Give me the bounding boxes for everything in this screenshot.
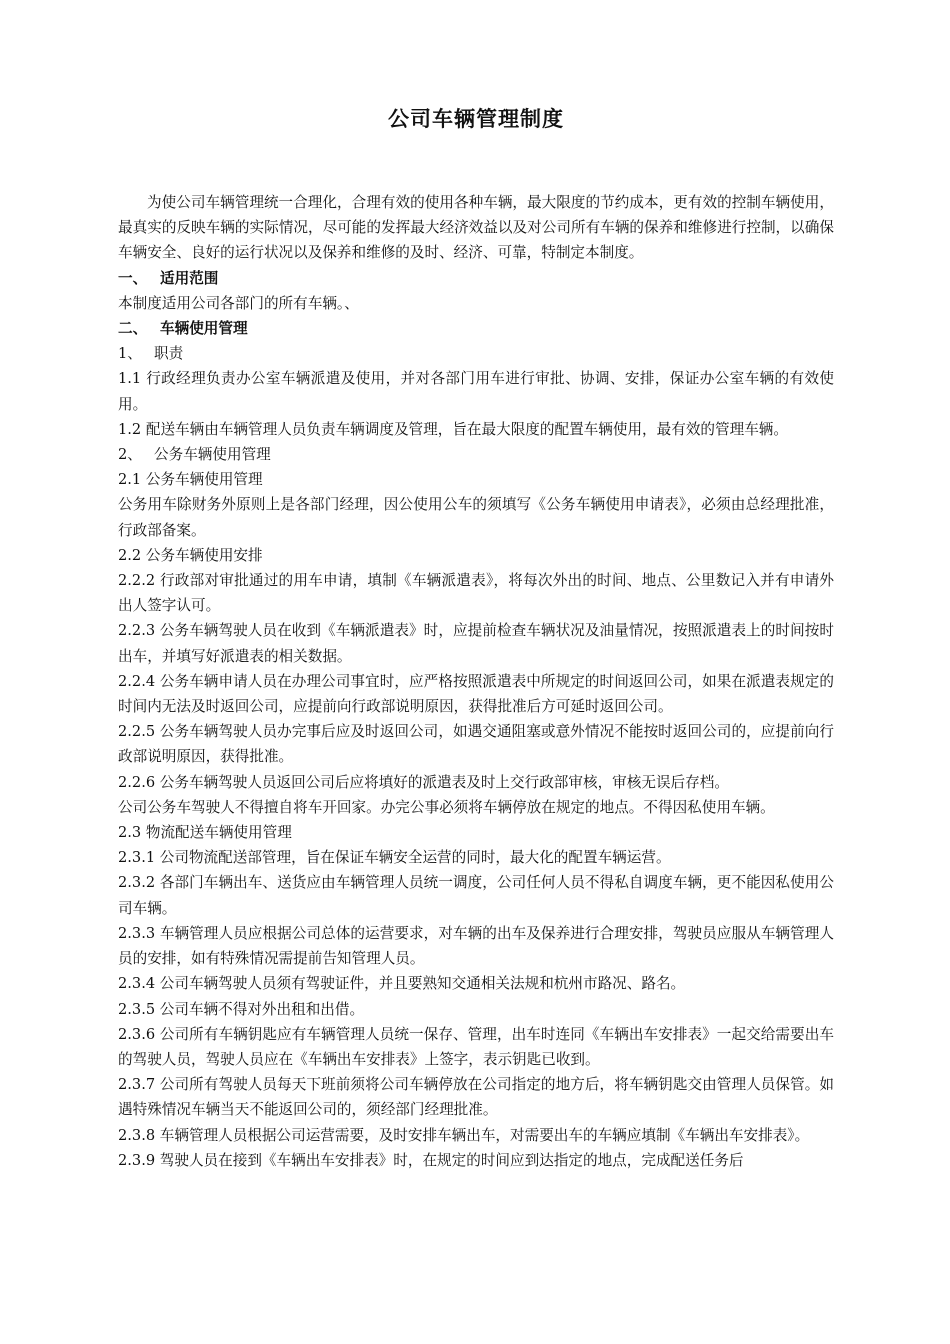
section-number: 一、: [118, 269, 148, 287]
subsection-heading-official-vehicles: [118, 442, 834, 467]
subsection-heading-duties: [118, 341, 834, 366]
clause-1-2: 1.2 配送车辆由车辆管理人员负责车辆调度及管理，旨在最大限度的配置车辆使用，最有效的管理车辆。: [118, 420, 788, 438]
clause-2-3-9: 2.3.9 驾驶人员在接到《车辆出车安排表》时，在规定的时间应到达指定的地点，完成配送任务后: [118, 1151, 744, 1169]
clause-2-1-title: 2.1 公务车辆使用管理: [118, 471, 263, 489]
document-page: [118, 104, 834, 1173]
section-title: 适用范围: [160, 269, 219, 287]
clause-2-3-4: 2.3.4 公司车辆驾驶人员须有驾驶证件，并且要熟知交通相关法规和杭州市路况、路名。: [118, 975, 686, 993]
section-title: 车辆使用管理: [160, 320, 248, 338]
clause-1-1: 1.1 行政经理负责办公室车辆派遣及使用，并对各部门用车进行审批、协调、安排，保证办公室车辆的有效使用。: [118, 370, 834, 413]
clause-2-2-3: 2.2.3 公务车辆驾驶人员在收到《车辆派遣表》时，应提前检查车辆状况及油量情况，按照派遣表上的时间按时出车，并填写好派遣表的相关数据。: [118, 622, 834, 665]
clause-2-2-4: 2.2.4 公务车辆申请人员在办理公司事宜时，应严格按照派遣表中所规定的时间返回公司，如果在派遣表规定的时间内无法及时返回公司，应提前向行政部说明原因，获得批准后方可延时返回公司。: [118, 672, 834, 716]
clause-2-2-title: 2.2 公务车辆使用安排: [118, 546, 263, 564]
intro-paragraph: 为使公司车辆管理统一合理化，合理有效的使用各种车辆，最大限度的节约成本，更有效的控制车辆使用，最真实的反映车辆的实际情况，尽可能的发挥最大经济效益以及对公司所有车辆的保养和维修进行控制，以确保车辆安全、良好的运行状况以及保养和维修的及时、经济、可靠，特制定本制度。: [118, 194, 834, 262]
section-heading-vehicle-use: [118, 316, 834, 341]
scope-text: 本制度适用公司各部门的所有车辆。、: [118, 294, 359, 312]
clause-2-3-8: 2.3.8 车辆管理人员根据公司运营需要，及时安排车辆出车，对需要出车的车辆应填制《车辆出车安排表》。: [118, 1126, 810, 1144]
clause-2-3-5: 2.3.5 公司车辆不得对外出租和出借。: [118, 1000, 365, 1018]
clause-2-1-text: 公务用车除财务外原则上是各部门经理，因公使用公车的须填写《公务车辆使用申请表》，必须由总经理批准，行政部备案。: [118, 496, 834, 539]
clause-2-3-7: 2.3.7 公司所有驾驶人员每天下班前须将公司车辆停放在公司指定的地方后，将车辆钥匙交由管理人员保管。如遇特殊情况车辆当天不能返回公司的，须经部门经理批准。: [118, 1076, 834, 1119]
section-number: 二、: [118, 320, 148, 338]
clause-2-3-2: 2.3.2 各部门车辆出车、送货应由车辆管理人员统一调度，公司任何人员不得私自调度车辆，更不能因私使用公司车辆。: [118, 874, 834, 917]
clause-2-3-title: 2.3 物流配送车辆使用管理: [118, 824, 292, 842]
document-title: 公司车辆管理制度: [388, 107, 564, 131]
clause-2-2-5: 2.2.5 公务车辆驾驶人员办完事后应及时返回公司，如遇交通阻塞或意外情况不能按时返回公司的，应提前向行政部说明原因，获得批准。: [118, 723, 834, 766]
subsection-number: 1、: [118, 345, 142, 363]
clause-2-2-6: 2.2.6 公务车辆驾驶人员返回公司后应将填好的派遣表及时上交行政部审核，审核无误后存档。: [118, 773, 729, 791]
section-heading-scope: [118, 266, 834, 291]
clause-2-3-3: 2.3.3 车辆管理人员应根据公司总体的运营要求，对车辆的出车及保养进行合理安排，驾驶员应服从车辆管理人员的安排，如有特殊情况需提前告知管理人员。: [118, 924, 834, 968]
subsection-number: 2、: [118, 446, 142, 464]
clause-2-2-2: 2.2.2 行政部对审批通过的用车申请，填制《车辆派遣表》，将每次外出的时间、地点、公里数记入并有申请外出人签字认可。: [118, 572, 834, 615]
clause-2-2-note: 公司公务车驾驶人不得擅自将车开回家。办完公事必须将车辆停放在规定的地点。不得因私使用车辆。: [118, 798, 775, 816]
subsection-title: 公务车辆使用管理: [154, 446, 271, 464]
subsection-title: 职责: [154, 345, 184, 363]
clause-2-3-6: 2.3.6 公司所有车辆钥匙应有车辆管理人员统一保存、管理，出车时连同《车辆出车安排表》一起交给需要出车的驾驶人员，驾驶人员应在《车辆出车安排表》上签字，表示钥匙已收到。: [118, 1025, 834, 1068]
clause-2-3-1: 2.3.1 公司物流配送部管理，旨在保证车辆安全运营的同时，最大化的配置车辆运营。: [118, 849, 671, 867]
